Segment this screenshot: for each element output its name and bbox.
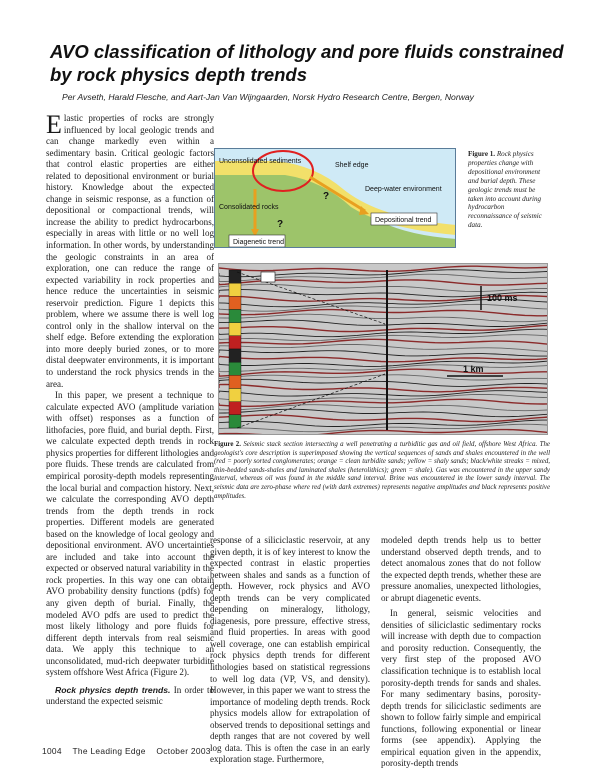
drop-cap: E [46,110,62,139]
reflector-line [219,379,548,386]
reflector-line [219,310,548,316]
page-number: 1004 [42,746,62,756]
reflector-line [219,430,548,435]
seismic-reflectors [219,266,548,435]
article-authors: Per Avseth, Harald Flesche, and Aart-Jan Van Wijngaarden, Norsk Hydro Research Centre, Bergen, Norway [62,92,474,102]
core-description-log [229,270,241,428]
issue-date: October 2003 [156,746,211,756]
core-segment [229,310,241,323]
distance-scale-label: 1 km [463,364,484,374]
label-shelf-edge: Shelf edge [335,162,369,169]
figure-2-caption [214,441,550,501]
label-depositional: Depositional trend [375,217,432,224]
core-segment [229,402,241,415]
figure-1-label: Figure 1. [468,150,496,158]
body-column-2 [210,535,370,766]
paragraph-col2: response of a siliciclastic reservoir, at any given depth, it is of key interest to know the expected contrast in elastic properties between shales and sands as a function of depth. However, rock physics and AVO depth trends can be very complicated depending on mineralogy, lithology, diagenesis, pore pressure, effective stress, and fluid properties. In areas with good well coverage, one can establish empirical rock physics depth trends for different lithologies based on statistical regressions to well log data (VP, VS, and density). However, in this paper we want to stress the importance of modeling depth trends. Rock physics models allow for extrapolation of observed trends to depositional settings and depth ranges that are not covered by well log data. This is often the case in an early exploration stage. Furthermore, [210,535,370,765]
body-column-3 [381,535,541,770]
depth-trends-text: In order to understand the expected seismic [46,684,214,707]
article-title: AVO classification of lithology and pore fluids constrained by rock physics depth trends [50,41,564,85]
label-question-2: ? [277,219,284,230]
journal-name: The Leading Edge [72,746,146,756]
paragraph-col3-2: In general, seismic velocities and densities of siliciclastic sedimentary rocks will increase with depth due to compaction and porosity reduction. Consequently, the very first step of the proposed AVO classification technique is to establish local porosity-depth trends for sands and shales. For many sedimentary basins, porosity-depth trends for siliciclastic sediments are shown to follow fairly simple and empirical functions, following exponential or linear forms (see appendix). Applying the empirical equation given in the appendix, porosity-depth trends [381,608,541,769]
reflector-line [219,415,548,422]
reflector-line [219,344,548,351]
paragraph-col3-1: modeled depth trends help us to better understand observed depth trends, and to detect anomalous zones that do not follow the expected depth trends, whether these are pressure anomalies, unexpected lithologies, or abrupt diagenetic events. [381,535,542,603]
core-segment [229,415,241,428]
figure-1-caption [468,150,546,230]
paragraph-intro [46,110,214,390]
page-footer [42,746,211,756]
core-segment [229,323,241,336]
reflector-line [219,399,548,406]
core-segment [229,336,241,349]
core-segment [229,375,241,388]
body-column-1 [46,110,214,708]
figure-1-caption-text: Rock physics properties change with depositional environment and burial depth. These geologic trends must be taken into account during hydrocarbon reconnaissance of seismic data. [468,150,542,230]
figure-2-label: Figure 2. [214,441,241,448]
reflector-line [219,350,548,356]
core-segment [229,362,241,375]
time-scale-label: 100 ms [487,293,518,303]
paragraph-depth-trends [46,685,214,708]
core-segment [229,296,241,309]
label-question-1: ? [323,191,330,202]
reflector-line [219,304,548,311]
figure-1-svg [215,149,456,248]
label-diagenetic: Diagenetic trend [233,239,284,246]
legend-box [261,272,275,282]
core-segment [229,389,241,402]
reflector-line [219,356,548,361]
section-run-head: Rock physics depth trends. [55,684,171,695]
paragraph-method: In this paper, we present a technique to calculate expected AVO (amplitude variation with offset) responses as a function of lithofacies, pore fluid, and burial depth. First, we calculate expected depth trends in rock physics properties for different lithologies and pore fluids. These trends are calculated from empirical porosity-depth models representing the local burial and compaction history. Next, we calculate the corresponding AVO depth trends from the depth trends in rock properties. Different models are generated based on the knowledge of local geology and depositional environment. AVO uncertainties are included and take into account the expected or observed natural variability in the rock properties. In this way one can obtain AVO probability density functions (pdfs) for any given depth of burial. Finally, the modeled AVO pdfs are used to predict the most likely lithology and pore fluids for different depth intervals from real seismic data. We apply this technique to an unconsolidated, mud-rich deepwater turbidite system offshore West Africa (Figure 2). [46,390,214,678]
reflector-line [219,339,548,344]
label-unconsolidated: Unconsolidated sediments [219,158,302,165]
figure-1-diagram [214,148,456,248]
core-segment [229,270,241,283]
intro-text: lastic properties of rocks are strongly influenced by local geologic trends and can change markedly even within a sedimentary basin. Critical geologic factors that control elastic properties are either related to depositional environment or burial history. Knowledge about the expected change in seismic response, as a function of depositional or compactional trends, will increase the ability to predict hydrocarbons, especially in areas with little or no well log information. In other words, by understanding the geologic constraints in an area of exploration, one can reduce the range of expected variability in rock properties and hence reduce the uncertainties in seismic reservoir prediction. Figure 1 depicts this problem, where we assume there is well log control only in the shallow interval on the shelf edge. Before extending the exploration into more deeply buried zones, or to more distal deepwater environments, it is important to understand the rock physics trends in the area. [46,113,214,389]
figure-2-caption-text: Seismic stack section intersecting a well penetrating a turbiditic gas and oil field, offshore West Africa. The geologist's core description is superimposed showing the vertical sequences of sands and shales encountered in the well (red = poorly sorted conglomerates; orange = clean turbidite sands; yellow = shaly sands; black/white streaks = mixed, thin-bedded sands-shales and laminated shales (heterolithics); green = shale). Gas was encountered in the upper sandy interval, whereas oil was found in the middle sand interval. Brine was encountered in the lower sandy interval. The seismic data are zero-phase where red (with dark extremes) represents negative amplitudes and black represents positive amplitudes. [214,441,550,500]
figure-2-seismic-section [218,263,548,435]
figure-2-svg [219,264,548,435]
label-deepwater: Deep-water environment [365,186,442,193]
reflector-line [219,266,548,271]
download-notice [4,750,18,760]
core-segment [229,349,241,362]
label-consolidated: Consolidated rocks [219,204,279,211]
core-segment [229,283,241,296]
